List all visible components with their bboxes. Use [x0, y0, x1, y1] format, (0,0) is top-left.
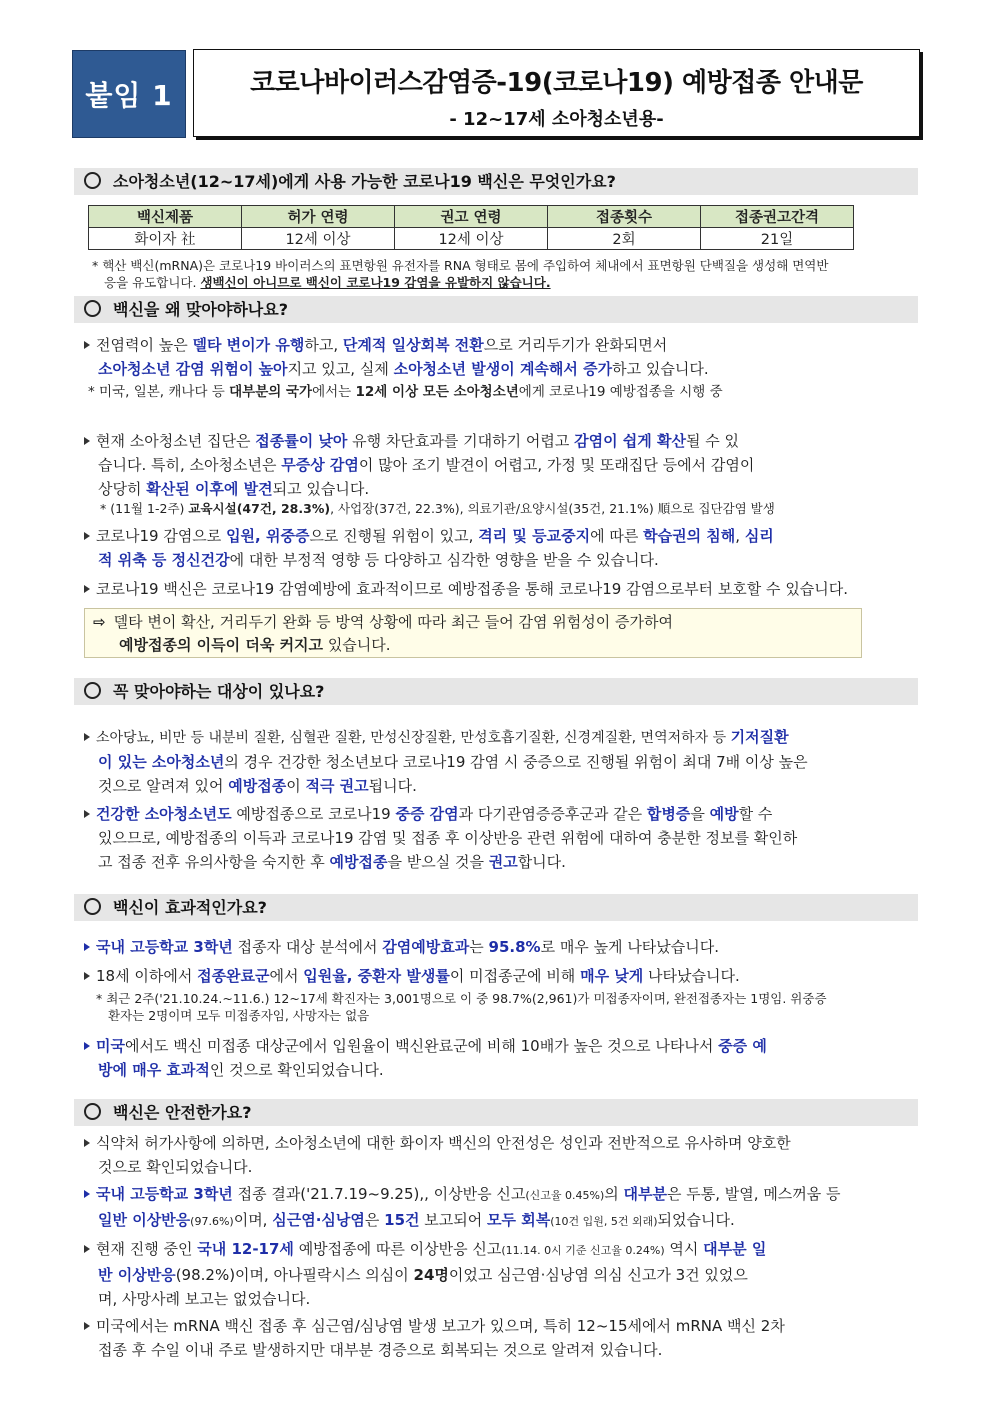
table-header: 접종권고간격: [701, 206, 854, 228]
section-header-1: [74, 168, 918, 195]
paragraph-efficacy: 국내 고등학교 3학년 접종자 대상 분석에서 감염예방효과는 95.8%로 매우 높게 나타났습니다.: [84, 935, 914, 959]
bullet-icon: [84, 532, 90, 540]
bullet-icon: [84, 733, 90, 741]
circle-icon: [84, 1103, 101, 1120]
bullet-icon: [84, 1245, 90, 1253]
section-header-5: [74, 1099, 918, 1126]
bullet-icon: [84, 437, 90, 445]
paragraph-severe: 코로나19 감염으로 입원, 위중증으로 진행될 위험이 있고, 격리 및 등교중지에 따른 학습권의 침해, 심리 적 위축 등 정신건강에 대한 부정적 영향 등 다양하고 심각한 영향을 받을 수 있습니다.: [84, 524, 914, 572]
table-header: 접종횟수: [548, 206, 701, 228]
section-title: 백신은 안전한가요?: [113, 1103, 252, 1122]
bullet-icon: [84, 585, 90, 593]
vaccine-table: [88, 205, 854, 250]
circle-icon: [84, 300, 101, 317]
section-title: 소아청소년(12~17세)에게 사용 가능한 코로나19 백신은 무엇인가요?: [113, 172, 616, 191]
circle-icon: [84, 898, 101, 915]
paragraph-myocarditis: 미국에서는 mRNA 백신 접종 후 심근염/심낭염 발생 보고가 있으며, 특히 12~15세에서 mRNA 백신 2차 접종 후 수일 이내 주로 발생하지만 대부분 경증으로 회복되는 것으로 알려져 있습니다.: [84, 1314, 914, 1362]
paragraph-delta: 전염력이 높은 델타 변이가 유행하고, 단계적 일상회복 전환으로 거리두기가 완화되면서 소아청소년 감염 위험이 높아지고 있고, 실제 소아청소년 발생이 계속해서 증가하고 있습니다.: [84, 333, 914, 381]
section-header-3: [74, 678, 918, 705]
page-title: 코로나바이러스감염증-19(코로나19) 예방접종 안내문: [250, 68, 863, 98]
bullet-icon: [84, 1190, 90, 1198]
table-cell: 12세 이상: [395, 228, 548, 250]
page-subtitle: - 12~17세 소아청소년용-: [449, 109, 664, 130]
bullet-icon: [84, 341, 90, 349]
paragraph-mfds: 식약처 허가사항에 의하면, 소아청소년에 대한 화이자 백신의 안전성은 성인과 전반적으로 유사하며 양호한 것으로 확인되었습니다.: [84, 1131, 914, 1179]
table-cell: 21일: [701, 228, 854, 250]
circle-icon: [84, 172, 101, 189]
table-cell: 화이자 社: [89, 228, 242, 250]
section-header-2: [74, 296, 918, 323]
paragraph-domestic: 국내 고등학교 3학년 접종 결과('21.7.19~9.25),, 이상반응 신고(신고율 0.45%)의 대부분은 두통, 발열, 메스꺼움 등 일반 이상반응(97.6%)이며, 심근염·심낭염은 15건 보고되어 모두 회복(10건 입원, 5건 외래)되었습니다.: [84, 1182, 914, 1234]
attachment-badge: 붙임 1: [72, 50, 186, 138]
note-emphasis: 생백신이 아니므로 백신이 코로나19 감염을 유발하지 않습니다.: [200, 275, 551, 290]
bullet-icon: [84, 1042, 90, 1050]
paragraph-ongoing: 현재 진행 중인 국내 12-17세 예방접종에 따른 이상반응 신고(11.14. 0시 기준 신고율 0.24%) 역시 대부분 일 반 이상반응(98.2%)이며, 아나필락시스 의심이 24명이었고 심근염·심낭염 의심 신고가 3건 있었으 며, 사망사례 보고는 없었습니다.: [84, 1237, 914, 1311]
table-cell: 2회: [548, 228, 701, 250]
section-header-4: [74, 894, 918, 921]
bullet-icon: [84, 1322, 90, 1330]
footnote-mrna: [92, 257, 922, 291]
title-box: [193, 49, 920, 137]
table-row: [89, 228, 854, 250]
paragraph-healthy: 건강한 소아청소년도 예방접종으로 코로나19 중증 감염과 다기관염증증후군과 같은 합병증을 예방할 수 있으므로, 예방접종의 이득과 코로나19 감염 및 접종 후 이상반응 관련 위험에 대하여 충분한 정보를 확인하 고 접종 전후 유의사항을 숙지한 후 예방접종을 받으실 것을 권고합니다.: [84, 802, 914, 874]
paragraph-protect: 코로나19 백신은 코로나19 감염예방에 효과적이므로 예방접종을 통해 코로나19 감염으로부터 보호할 수 있습니다.: [84, 577, 924, 601]
table-header: 백신제품: [89, 206, 242, 228]
bullet-icon: [84, 943, 90, 951]
paragraph-spread: 현재 소아청소년 집단은 접종률이 낮아 유행 차단효과를 기대하기 어렵고 감염이 쉽게 확산될 수 있 습니다. 특히, 소아청소년은 무증상 감염이 많아 조기 발견이 어렵고, 가정 및 또래집단 등에서 감염이 상당히 확산된 이후에 발견되고 있습니다.: [84, 429, 914, 501]
note-text: 응을 유도합니다.: [104, 275, 201, 290]
section-title: 꼭 맞아야하는 대상이 있나요?: [113, 682, 325, 701]
note-clusters: * (11월 1-2주) 교육시설(47건, 28.3%), 사업장(37건, 22.3%), 의료기관/요양시설(35건, 21.1%) 順으로 집단감염 발생: [100, 501, 775, 516]
bullet-icon: [84, 972, 90, 980]
table-header-row: [89, 206, 854, 228]
highlight-box: ⇨ 델타 변이 확산, 거리두기 완화 등 방역 상황에 따라 최근 들어 감염 위험성이 증가하여 예방접종의 이득이 더욱 커지고 있습니다.: [84, 608, 862, 658]
table-cell: 12세 이상: [242, 228, 395, 250]
section-title: 백신이 효과적인가요?: [113, 898, 267, 917]
note-line: * 핵산 백신(mRNA)은 코로나19 바이러스의 표면항원 유전자를 RNA 형태로 몸에 주입하여 체내에서 표면항원 단백질을 생성해 면역반: [92, 258, 829, 273]
table-header: 허가 연령: [242, 206, 395, 228]
paragraph-hospital: 18세 이하에서 접종완료군에서 입원율, 중환자 발생률이 미접종군에 비해 매우 낮게 나타났습니다.: [84, 964, 914, 988]
paragraph-usa: 미국에서도 백신 미접종 대상군에서 입원율이 백신완료군에 비해 10배가 높은 것으로 나타나서 중증 예 방에 매우 효과적인 것으로 확인되었습니다.: [84, 1034, 914, 1082]
bullet-icon: [84, 1139, 90, 1147]
table-header: 권고 연령: [395, 206, 548, 228]
section-title: 백신을 왜 맞아야하나요?: [113, 300, 288, 319]
note-recent: * 최근 2주('21.10.24.~11.6.) 12~17세 확진자는 3,001명으로 이 중 98.7%(2,961)가 미접종자이며, 완전접종자는 1명임. 위중증 환자는 2명이며 모두 미접종자임, 사망자는 없음: [96, 991, 827, 1023]
note-countries: * 미국, 일본, 캐나다 등 대부분의 국가에서는 12세 이상 모든 소아청소년에게 코로나19 예방접종을 시행 중: [88, 384, 723, 400]
bullet-icon: [84, 810, 90, 818]
arrow-icon: ⇨: [93, 613, 106, 631]
paragraph-underlying: 소아당뇨, 비만 등 내분비 질환, 심혈관 질환, 만성신장질환, 만성호흡기질환, 신경계질환, 면역저하자 등 기저질환 이 있는 소아청소년의 경우 건강한 청소년보다 코로나19 감염 시 중증으로 진행될 위험이 최대 7배 이상 높은 것으로 알려져 있어 예방접종이 적극 권고됩니다.: [84, 725, 914, 798]
circle-icon: [84, 682, 101, 699]
